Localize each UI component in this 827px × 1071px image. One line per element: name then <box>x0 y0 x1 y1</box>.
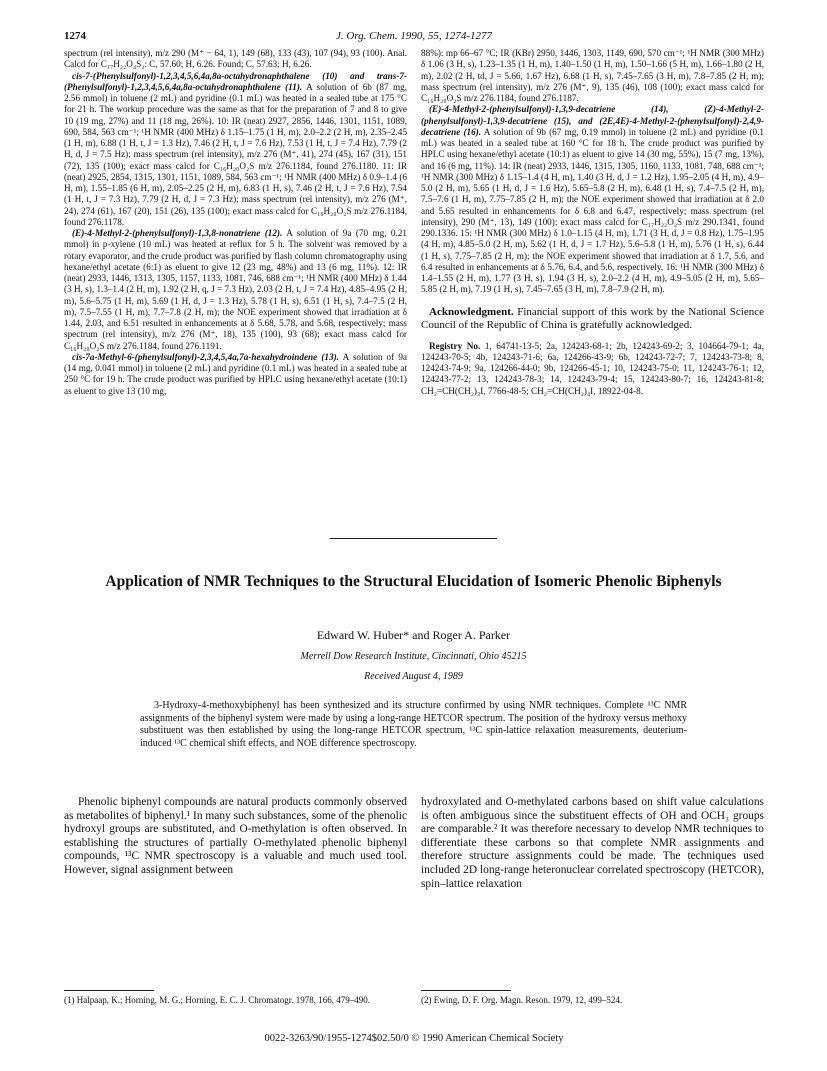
running-header <box>64 30 764 46</box>
paragraph-text: A solution of 9a (14 mg, 0.041 mmol) in toluene (2 mL) and pyridine (0.1 mL) was heated in a sealed tube at 250 °C for 19 h. The crude product was purified by HPLC using hexane/ethyl acetate (10:1) as eluent to give 13 (10 mg, <box>64 351 407 396</box>
body-paragraph: Phenolic biphenyl compounds are natural products commonly observed as metabolites of biphenyl.¹ In many such substances, some of the phenolic hydroxyl groups are substituted, and O-methylation is often observed. In establishing the structures of partially O-methylated phenolic biphenyl compounds, ¹³C NMR spectroscopy is a valuable and much used tool. However, signal assignment between <box>64 796 407 876</box>
acknowledgment-label: Acknowledgment. <box>429 305 514 318</box>
registry-text: 1, 64741-13-5; 2a, 124243-68-1; 2b, 124243-69-2; 3, 104664-79-1; 4a, 124243-70-5; 4b, 124243-71-6; 6a, 124266-43-9; 6b, 124243-72-7; 7, 124243-73-8; 8, 124243-74-9; 9a, 124266-44-0; 9b, 124266-45-1; 10, 124243-75-0; 11, 124243-76-1; 12, 124243-77-2; 13, 124243-78-3; 14, 124243-79-4; 15, 124243-80-7; 16, 124243-81-8; CH₂=CH(CH₂)₃I, 7766-48-5; CH₂=CH(CH₂)₄I, 18922-04-8. <box>421 340 764 396</box>
article-title: Application of NMR Techniques to the Structural Elucidation of Isomeric Phenolic Biphenyls <box>105 573 722 590</box>
compound-name: (E)-4-Methyl-2-(phenylsulfonyl)-1,3,8-nonatriene (12). <box>72 228 283 238</box>
compound-name: cis-7-(Phenylsulfonyl)-1,2,3,4,5,6,4a,8a-octahydronaphthalene (10) and trans-7-(Phenylsulfonyl)-1,2,3,4,5,6,4a,8a-octahydronaphthalene (11). <box>64 70 407 92</box>
acknowledgment <box>421 306 764 333</box>
paragraph-text: A solution of 9b (67 mg, 0.19 mmol) in toluene (2 mL) and pyridine (0.1 mL) was heated in a sealed tube at 160 °C for 18 h. The crude product was purified by HPLC using hexane/ethyl acetate (10:1) as eluent to give 14 (30 mg, 55%), 15 (7 mg, 13%), and 16 (6 mg, 11%). 14: IR (neat) 2933, 1446, 1315, 1305, 1160, 1133, 1081, 748, 688 cm⁻¹; ¹H NMR (300 MHz) δ 1.15–1.4 (4 H, m), 1.40 (3 H, d, J = 1.2 Hz), 1.95–2.05 (4 H, m), 4.9–5.0 (2 H, m), 5.65 (1 H, d, J = 1.6 Hz), 5.65–5.8 (2 H, m), 6.48 (1 H, s), 7.4–7.5 (2 H, m), 7.5–7.6 (1 H, m), 7.75–7.85 (2 H, m); the NOE experiment showed that irradiation at δ 2.0 and 5.65 resulted in enhancements for δ 6.8 and 6.47, respectively; mass spectrum (rel intensity), 290 (M⁺, 13), 149 (100); exact mass calcd for C₁₇H₂₂O₂S m/z 290.1341, found 290.1336. 15: ¹H NMR (300 MHz) δ 1.0–1.15 (4 H, m), 1.71 (3 H, d, J = 0.8 Hz), 1.75–1.95 (4 H, m), 4.85–5.0 (2 H, m), 5.62 (1 H, d, J = 1.7 Hz), 5.6–5.8 (1 H, m), 5.76 (1 H, s), 6.44 (1 H, s), 7.75–7.85 (2 H, m); the NOE experiment showed that irradiation at δ 1.7, 5.6, and 6.4 resulted in enhancements at δ 5.76, 6.4, and 5.6, respectively. 16: ¹H NMR (300 MHz) δ 1.4–1.55 (2 H, m), 1.77 (3 H, s), 1.94 (3 H, s), 2.0–2.2 (4 H, m), 4.9–5.05 (2 H, m), 5.65–5.85 (2 H, m), 7.19 (1 H, s), 7.45–7.65 (3 H, m), 7.8–7.9 (2 H, m). <box>421 126 764 295</box>
paragraph <box>64 71 407 229</box>
paragraph <box>64 228 407 352</box>
paragraph-text: A solution of 9a (70 mg, 0.21 mmol) in p-xylene (10 mL) was heated at reflux for 5 h. The solvent was removed by a rotary evaporator, and the crude product was purified by flash column chromatography using hexane/ethyl acetate (6:1) as eluent to give 12 (23 mg, 48%) and 13 (6 mg, 11%). 12: IR (neat) 2933, 1446, 1313, 1305, 1157, 1133, 1081, 746, 688 cm⁻¹; ¹H NMR (400 MHz) δ 1.44 (3 H, s), 1.3–1.4 (2 H, m), 1.92 (2 H, q, J = 7.3 Hz), 2.03 (2 H, t, J = 7.4 Hz), 4.85–4.95 (2 H, m), 5.6–5.75 (1 H, m), 5.69 (1 H, d, J = 1.3 Hz), 5.78 (1 H, s), 6.51 (1 H, s), 7.4–7.5 (2 H, m), 7.5–7.55 (1 H, m), 7.7–7.8 (2 H, m); the NOE experiment showed that irradiation at δ 1.44, 2.03, and 6.51 resulted in enhancements at δ 5.68, 5.78, and 5.68, respectively; mass spectrum (rel intensity), m/z 276 (M⁺, 18), 135 (100), 93 (68); exact mass calcd for C₁₆H₂₀O₂S m/z 276.1184, found 276.1191. <box>64 228 407 351</box>
section-divider <box>330 538 497 539</box>
journal-citation: J. Org. Chem. 1990, 55, 1274-1277 <box>335 30 493 42</box>
abstract-text: 3-Hydroxy-4-methoxybiphenyl has been synthesized and its structure confirmed by using NMR techniques. Complete ¹³C NMR assignments of the biphenyl system were made by using a long-range HETCOR spectrum. The position of the hydroxy versus methoxy substituent was then established by using the long-range HETCOR spectrum, ¹³C spin-lattice relaxation measurements, deuterium-induced ¹³C chemical shift effects, and NOE difference spectroscopy. <box>140 700 687 749</box>
left-column-experimental <box>64 48 407 397</box>
abstract <box>140 700 687 750</box>
copyright-footer: 0022-3263/90/1955-1274$02.50/0 © 1990 American Chemical Society <box>264 1033 564 1044</box>
received-date: Received August 4, 1989 <box>364 671 463 682</box>
paragraph: 88%): mp 66–67 °C; IR (KBr) 2950, 1446, 1303, 1149, 690, 570 cm⁻¹; ¹H NMR (300 MHz) δ 1.06 (3 H, s), 1.23–1.35 (1 H, m), 1.40–1.50 (1 H, m), 1.50–1.66 (5 H, m), 1.66–1.80 (2 H, m), 2.02 (2 H, td, J = 5.66, 1.67 Hz), 6.68 (1 H, s), 7.45–7.65 (3 H, m), 7.8–7.85 (2 H, m); mass spectrum (rel intensity), m/z 276 (M⁺, 9), 135 (46), 108 (100); exact mass calcd for C₁₆H₂₀O₂S m/z 276.1184, found 276.1187. <box>421 48 764 103</box>
acknowledgment-text: Financial support of this work by the National Science Council of the Republic of China is gratefully acknowledged. <box>421 305 764 331</box>
article-authors: Edward W. Huber* and Roger A. Parker <box>316 628 511 642</box>
body-left-column <box>64 796 407 878</box>
footnote-rule <box>64 990 154 991</box>
right-column-experimental <box>421 48 764 397</box>
author-affiliation: Merrell Dow Research Institute, Cincinnati, Ohio 45215 <box>300 651 527 662</box>
paragraph <box>421 104 764 295</box>
body-right-column <box>421 796 764 891</box>
compound-name: cis-7a-Methyl-6-(phenylsulfonyl)-2,3,4,5,4a,7a-hexahydroindene (13). <box>72 351 339 362</box>
paragraph <box>64 352 407 397</box>
body-paragraph: hydroxylated and O-methylated carbons based on shift value calculations is often ambiguous since the substituent effects of OH and OCH₃ groups are comparable.² It was therefore necessary to develop NMR techniques to differentiate these carbons so that complete NMR assignments and therefore structure assignments could be made. The techniques used included 2D long-range heteronuclear correlated spectroscopy (HETCOR), spin–lattice relaxation <box>421 796 764 890</box>
footnote-2: (2) Ewing, D. F. Org. Magn. Reson. 1979, 12, 499–524. <box>421 995 623 1005</box>
paragraph: spectrum (rel intensity), m/z 290 (M⁺ − 64, 1), 149 (68), 133 (43), 107 (94), 93 (100). Anal. Calcd for C₁₇H₂₂O₄S₂: C, 57.60; H, 6.26. Found; C, 57.63; H, 6.26. <box>64 48 407 70</box>
compound-name: (E)-4-Methyl-2-(phenylsulfonyl)-1,3,9-decatriene (14), (Z)-4-Methyl-2-(phenylsulfonyl)-1,3,9-decatriene (15), and (2E,4E)-4-Methyl-2-(phenylsulfonyl)-2,4,9-decatriene (16). <box>421 104 764 137</box>
registry-numbers <box>421 341 764 397</box>
page-number: 1274 <box>64 30 86 42</box>
registry-label: Registry No. <box>429 340 481 351</box>
footnote-1: (1) Halpaap, K.; Horning, M. G.; Horning, E. C. J. Chromatogr. 1978, 166, 479–490. <box>64 995 370 1005</box>
footnote-rule <box>421 990 511 991</box>
paragraph-text: A solution of 6b (87 mg, 2.56 mmol) in toluene (2 mL) and pyridine (0.1 mL) was heated in a sealed tube at 175 °C for 21 h. The workup procedure was the same as that for the preparation of 7 and 8 to give 10 (19 mg, 27%) and 11 (18 mg, 26%). 10: IR (neat) 2927, 2856, 1446, 1301, 1151, 1089, 690, 584, 563 cm⁻¹; ¹H NMR (400 MHz) δ 1.15–1.75 (1 H, m), 2.0–2.2 (2 H, m), 2.35–2.45 (1 H, m), 6.88 (1 H, t, J = 1.3 Hz), 7.46 (2 H, t, J = 7.6 Hz), 7.53 (1 H, t, J = 7.4 Hz), 7.79 (2 H, d, J = 7.5 Hz); mass spectrum (rel intensity), m/z 276 (M⁺, 41), 274 (45), 167 (31), 151 (72), 135 (100); exact mass calcd for C₁₆H₂₀O₂S m/z 276.1184, found 276.1180. 11: IR (neat) 2925, 2854, 1315, 1301, 1151, 1089, 584, 563 cm⁻¹; ¹H NMR (400 MHz) δ 0.9–1.4 (6 H, m), 1.55–1.85 (6 H, m), 2.05–2.25 (2 H, m), 6.83 (1 H, s), 7.46 (2 H, t, J = 7.6 Hz), 7.54 (1 H, t, J = 7.3 Hz), 7.79 (2 H, d, J = 7.3 Hz); mass spectrum (rel intensity), m/z 276 (M⁺, 24), 274 (61), 167 (20), 151 (26), 135 (100); exact mass calcd for C₁₆H₂₀O₂S m/z 276.1184, found 276.1178. <box>64 81 407 227</box>
